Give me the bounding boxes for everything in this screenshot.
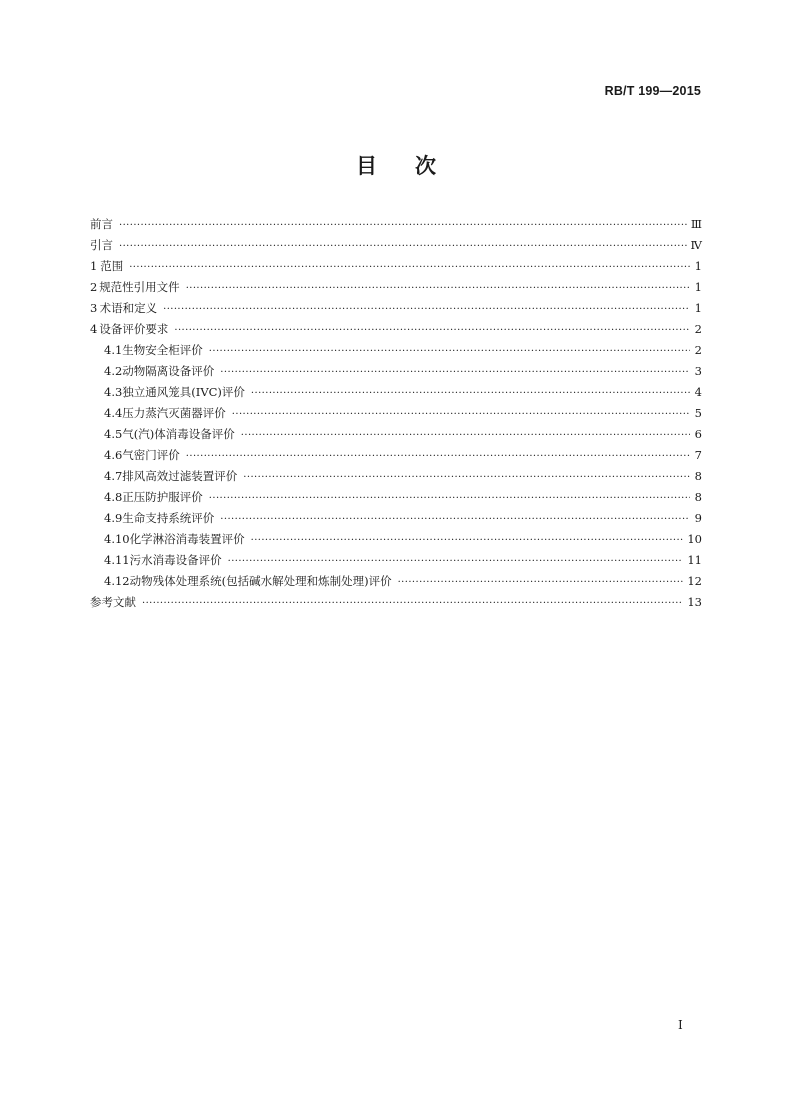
toc-entry-title: 独立通风笼具(IVC)评价 [122, 385, 245, 399]
toc-entry[interactable] [90, 384, 702, 405]
dot-leader [142, 598, 683, 609]
dot-leader [119, 220, 687, 231]
toc-entry[interactable] [90, 468, 702, 489]
toc-entry-title: 生命支持系统评价 [122, 511, 215, 525]
toc-entry-title: 气密门评价 [122, 448, 180, 462]
toc-entry-page: 6 [694, 427, 702, 441]
toc-entry-number: 4.12 [104, 574, 130, 588]
dot-leader [163, 304, 690, 315]
dot-leader [241, 430, 690, 441]
toc-entry-number: 2 [90, 280, 98, 294]
toc-entry-title: 规范性引用文件 [99, 280, 180, 294]
toc-entry-page: 1 [694, 259, 702, 273]
toc-entry-number: 3 [90, 301, 98, 315]
toc-entry-page: 10 [687, 532, 702, 546]
toc-entry[interactable] [90, 300, 702, 321]
toc-entry-title: 参考文献 [90, 595, 136, 609]
toc-entry-number: 4.9 [104, 511, 123, 525]
toc-entry-page: 2 [694, 343, 702, 357]
toc-entry-page: 11 [687, 553, 702, 567]
toc-entry[interactable] [90, 405, 702, 426]
standard-number: RB/T 199—2015 [604, 84, 701, 98]
toc-entry[interactable] [90, 510, 702, 531]
toc-entry[interactable] [90, 342, 702, 363]
toc-entry-page: Ⅳ [690, 238, 702, 252]
title-char-2: 次 [415, 154, 436, 178]
toc-entry-title: 设备评价要求 [99, 322, 169, 336]
toc-entry-title: 引言 [90, 238, 113, 252]
toc-entry[interactable] [90, 594, 702, 615]
dot-leader [232, 409, 690, 420]
toc-entry-title: 前言 [90, 217, 113, 231]
toc-entry-title: 压力蒸汽灭菌器评价 [122, 406, 226, 420]
toc-entry-page: 1 [694, 280, 702, 294]
toc-entry-number: 4.2 [104, 364, 123, 378]
toc-entry[interactable] [90, 552, 702, 573]
toc-entry-title: 术语和定义 [99, 301, 158, 315]
dot-leader [398, 577, 684, 588]
toc-entry-title: 范围 [100, 259, 124, 273]
toc-entry-title: 动物隔离设备评价 [122, 364, 215, 378]
toc-entry-number: 4.1 [104, 343, 123, 357]
toc-entry-number: 1 [90, 259, 98, 273]
toc-entry-page: 13 [687, 595, 702, 609]
toc-entry-page: 12 [687, 574, 702, 588]
toc-entry-number: 4.8 [104, 490, 123, 504]
dot-leader [119, 241, 687, 252]
toc-entry-title: 污水消毒设备评价 [129, 553, 222, 567]
toc-entry-page: 8 [694, 469, 702, 483]
toc-entry[interactable] [90, 258, 702, 279]
dot-leader [243, 472, 690, 483]
dot-leader [186, 451, 690, 462]
toc-entry-page: 1 [694, 301, 702, 315]
toc-entry-page: 2 [694, 322, 702, 336]
dot-leader [251, 535, 684, 546]
dot-leader [209, 493, 690, 504]
toc-entry[interactable] [90, 573, 702, 594]
toc-entry-page: 3 [694, 364, 702, 378]
dot-leader [220, 514, 690, 525]
toc-entry-page: 7 [694, 448, 702, 462]
toc-entry-page: 9 [694, 511, 702, 525]
dot-leader [220, 367, 690, 378]
dot-leader [174, 325, 690, 336]
toc-entry-number: 4.6 [104, 448, 123, 462]
toc-entry-number: 4.3 [104, 385, 123, 399]
dot-leader [129, 262, 690, 273]
page-title [0, 150, 792, 180]
toc-entry-title: 生物安全柜评价 [122, 343, 203, 357]
toc-entry[interactable] [90, 489, 702, 510]
dot-leader [186, 283, 690, 294]
dot-leader [251, 388, 690, 399]
toc-entry-title: 化学淋浴消毒装置评价 [129, 532, 245, 546]
toc-entry[interactable] [90, 363, 702, 384]
dot-leader [228, 556, 684, 567]
toc-entry-number: 4.4 [104, 406, 123, 420]
toc-entry[interactable] [90, 321, 702, 342]
toc-entry-title: 气(汽)体消毒设备评价 [122, 427, 235, 441]
toc-entry-title: 正压防护服评价 [122, 490, 203, 504]
page-folio: I [678, 1018, 683, 1032]
dot-leader [209, 346, 690, 357]
toc-entry-page: Ⅲ [690, 217, 702, 231]
toc-entry-title: 排风高效过滤装置评价 [122, 469, 238, 483]
toc-entry[interactable] [90, 279, 702, 300]
toc-entry[interactable] [90, 426, 702, 447]
toc-entry-page: 4 [694, 385, 702, 399]
table-of-contents [90, 216, 702, 615]
toc-entry[interactable] [90, 531, 702, 552]
toc-entry[interactable] [90, 447, 702, 468]
title-char-1: 目 [356, 154, 377, 178]
toc-entry-page: 5 [694, 406, 702, 420]
toc-entry-number: 4 [90, 322, 98, 336]
toc-entry-number: 4.11 [104, 553, 130, 567]
toc-entry-page: 8 [694, 490, 702, 504]
toc-entry[interactable] [90, 216, 702, 237]
toc-entry-number: 4.10 [104, 532, 130, 546]
toc-entry[interactable] [90, 237, 702, 258]
toc-entry-number: 4.5 [104, 427, 123, 441]
toc-entry-title: 动物残体处理系统(包括碱水解处理和炼制处理)评价 [129, 574, 392, 588]
toc-entry-number: 4.7 [104, 469, 123, 483]
